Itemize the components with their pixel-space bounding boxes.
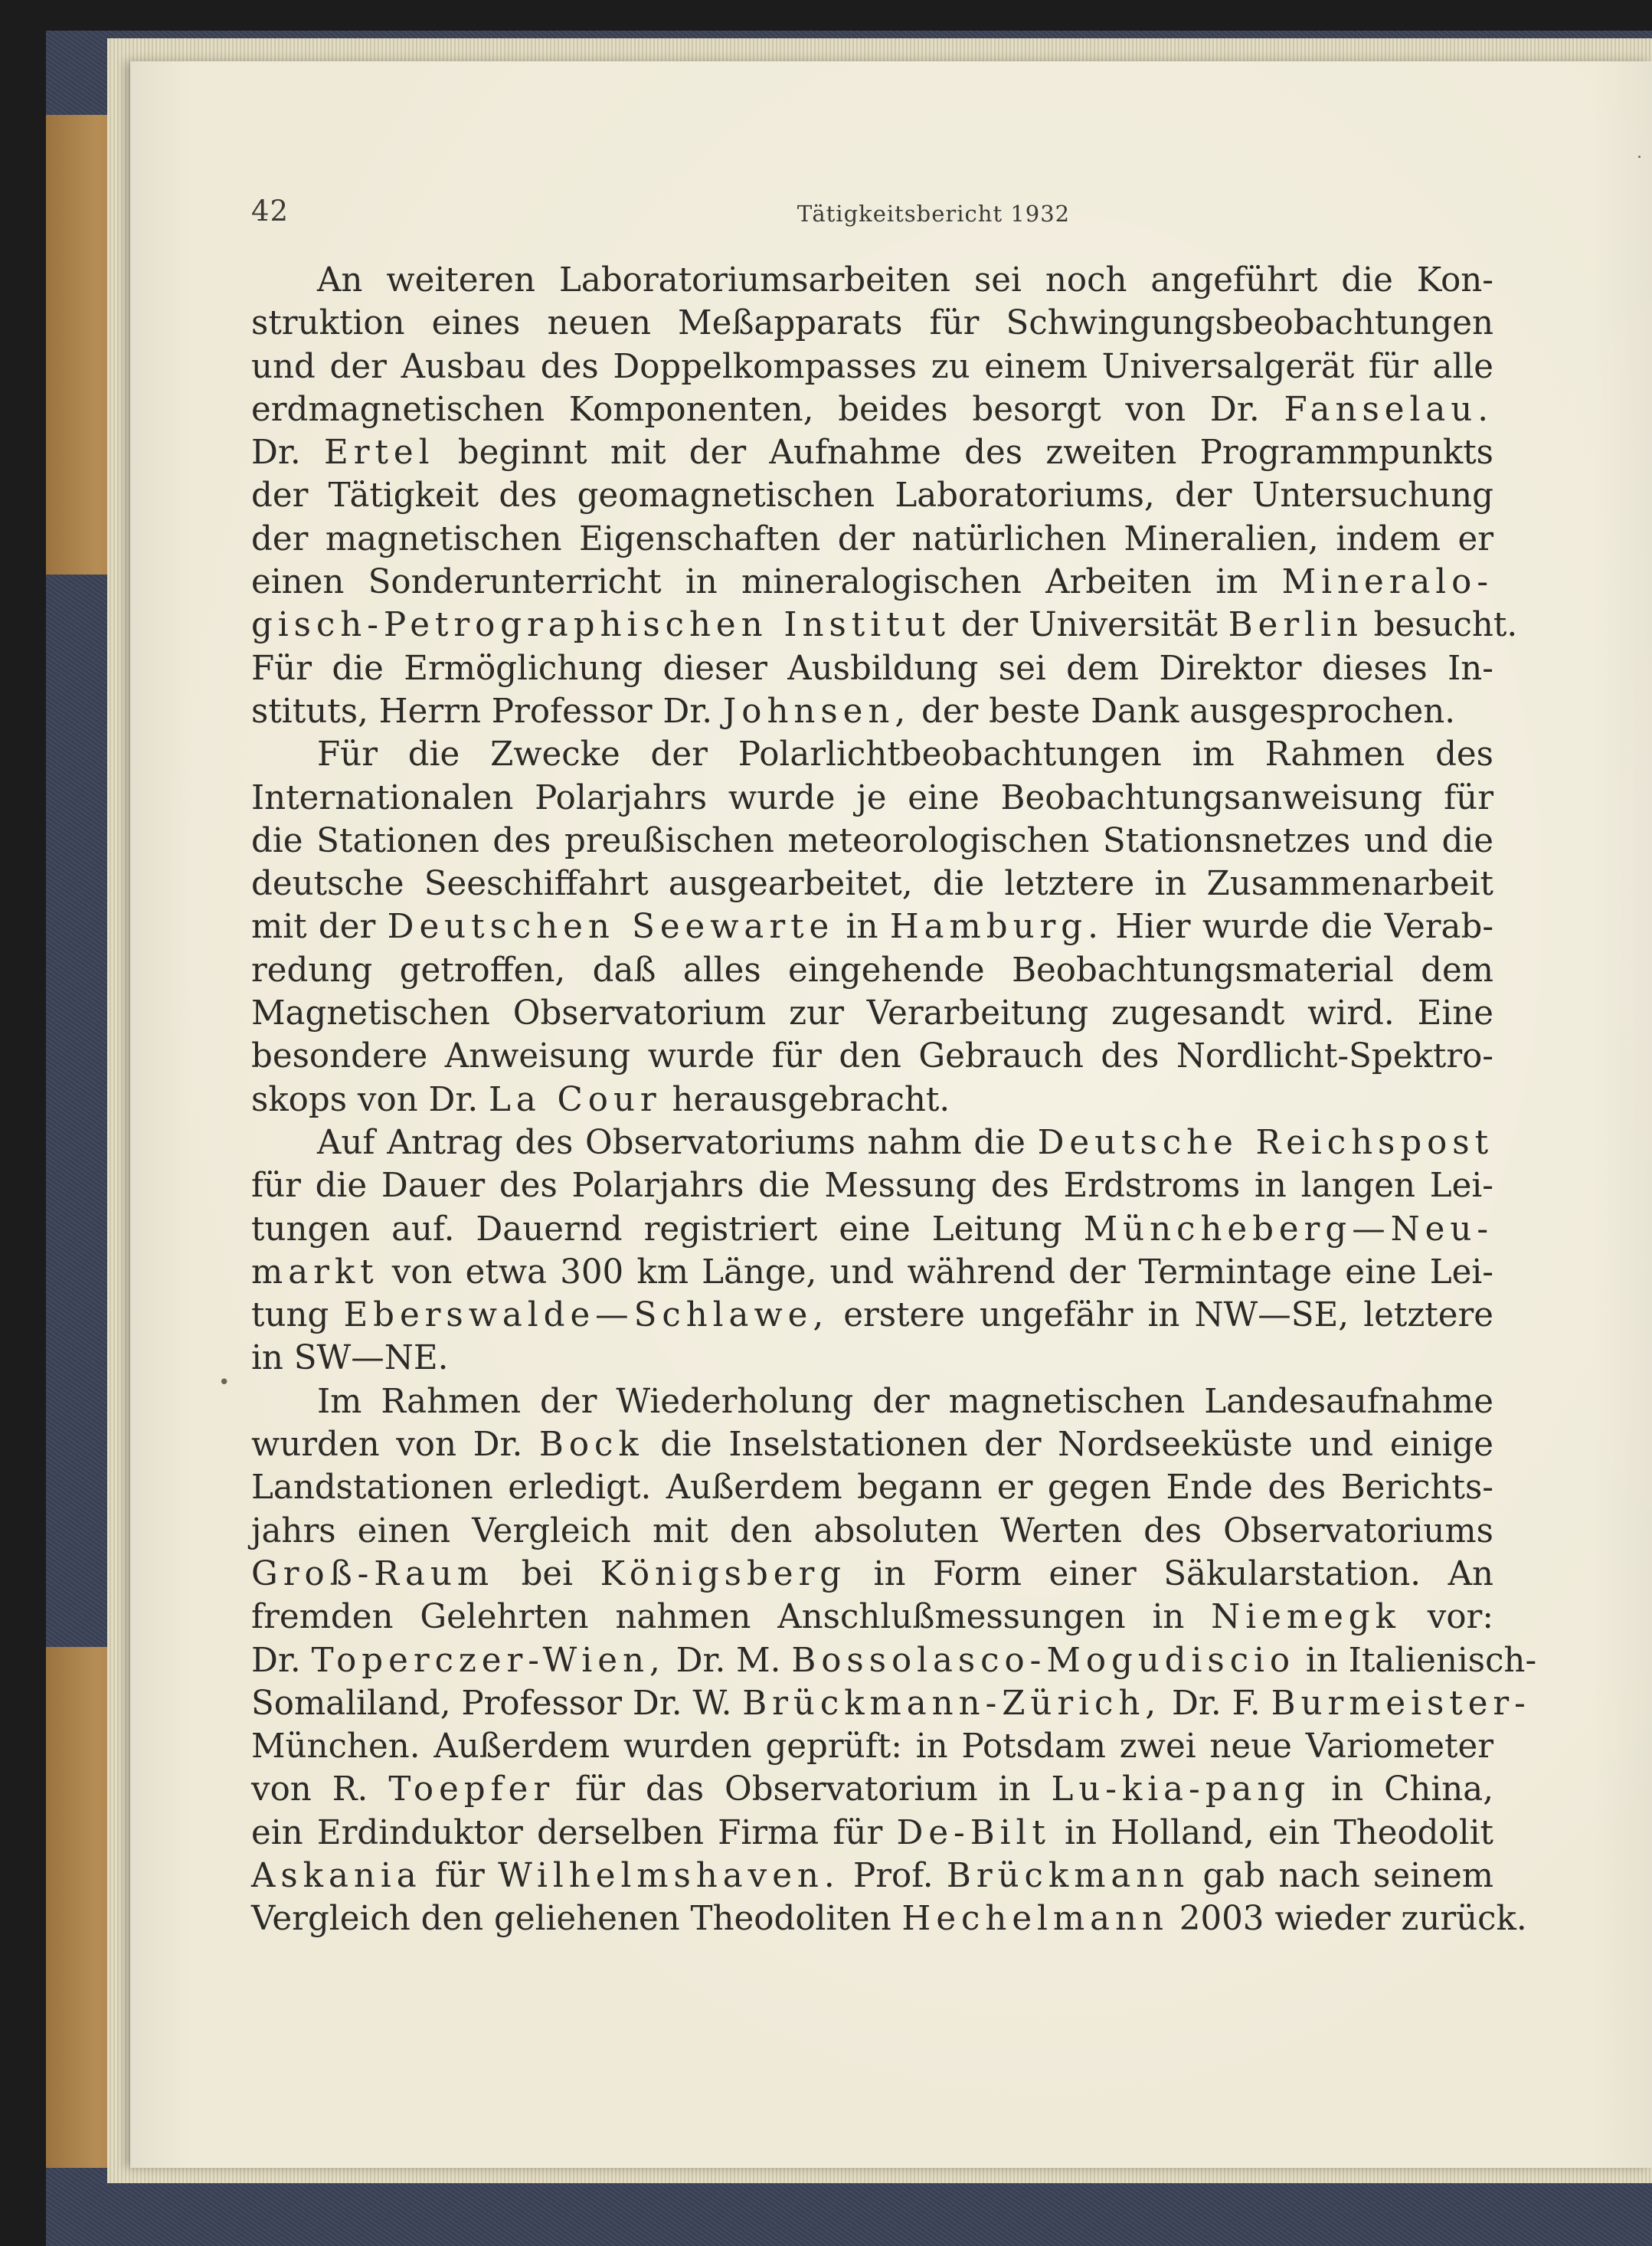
text-line: An weiteren Laboratoriumsarbeiten sei noch angeführt die Kon- [317,261,1493,300]
text-line: Magnetischen Observatorium zur Verarbeitung zugesandt wird. Eine [251,994,1493,1033]
text-line: markt von etwa 300 km Länge, und während der Termintage eine Lei- [251,1252,1493,1292]
text-line: erdmagnetischen Komponenten, beides besorgt von Dr. Fanselau. [251,390,1494,429]
text-line: jahrs einen Vergleich mit den absoluten Werten des Observatoriums [251,1511,1493,1550]
margin-mark: • [218,1371,231,1394]
text-line: für die Dauer des Polarjahrs die Messung des Erdstroms in langen Lei- [251,1167,1493,1206]
text-line: München. Außerdem wurden geprüft: in Potsdam zwei neue Variometer [251,1727,1493,1766]
text-line: Internationalen Polarjahrs wurde je eine Beobachtungsanweisung für [251,778,1493,817]
text-line: einen Sonderunterricht in mineralogischen Arbeiten im Mineralo- [251,563,1493,602]
text-line: ein Erdinduktor derselben Firma für De-Bilt in Holland, ein Theodolit [251,1813,1494,1852]
page-number: 42 [251,195,290,228]
text-line: von R. Toepfer für das Observatorium in Lu-kia-pang in China, [251,1770,1494,1809]
text-line: Für die Ermöglichung dieser Ausbildung sei dem Direktor dieses In- [251,649,1493,688]
text-line: struktion eines neuen Meßapparats für Schwingungsbeobachtungen [251,304,1493,343]
text-line: Groß-Raum bei Königsberg in Form einer Säkularstation. An [251,1554,1494,1593]
text-line: der Tätigkeit des geomagnetischen Laboratoriums, der Untersuchung [251,476,1493,516]
text-line: fremden Gelehrten nahmen Anschlußmessungen in Niemegk vor: [251,1598,1493,1637]
running-head [251,192,1493,237]
text-line: Somaliland, Professor Dr. W. Brückmann-Zürich, Dr. F. Burmeister- [251,1684,1531,1723]
text-line: besondere Anweisung wurde für den Gebrauch des Nordlicht-Spektro- [251,1037,1493,1076]
text-line: tungen auf. Dauernd registriert eine Leitung Müncheberg—Neu- [251,1210,1494,1249]
running-title: Tätigkeitsbericht 1932 [797,201,1071,227]
text-line: gisch-Petrographischen Institut der Universität Berlin besucht. [251,606,1518,645]
text-line: Für die Zwecke der Polarlichtbeobachtungen im Rahmen des [317,735,1493,774]
text-line: Im Rahmen der Wiederholung der magnetischen Landesaufnahme [317,1382,1493,1421]
text-line: die Stationen des preußischen meteorologischen Stationsnetzes und die [251,821,1493,860]
text-line: redung getroffen, daß alles eingehende Beobachtungsmaterial dem [251,951,1493,990]
text-line: Landstationen erledigt. Außerdem begann er gegen Ende des Berichts- [251,1468,1493,1508]
text-line: Askania für Wilhelmshaven. Prof. Brückmann gab nach seinem [251,1856,1494,1895]
text-line: Vergleich den geliehenen Theodoliten Hechelmann 2003 wieder zurück. [251,1900,1527,1939]
text-line: stituts, Herrn Professor Dr. Johnsen, der beste Dank ausgesprochen. [251,692,1456,731]
text-line: und der Ausbau des Doppelkompasses zu einem Universalgerät für alle [251,347,1493,386]
text-line: deutsche Seeschiffahrt ausgearbeitet, die letztere in Zusammenarbeit [251,865,1493,904]
text-line: der magnetischen Eigenschaften der natürlichen Mineralien, indem er [251,519,1493,558]
text-line: Dr. Ertel beginnt mit der Aufnahme des zweiten Programmpunkts [251,434,1494,473]
body-text [251,259,1537,1941]
margin-mark: ˙ [1634,153,1644,176]
text-line: skops von Dr. La Cour herausgebracht. [251,1080,950,1119]
text-line: mit der Deutschen Seewarte in Hamburg. Hier wurde die Verab- [251,908,1494,947]
text-line: Dr. Toperczer-Wien, Dr. M. Bossolasco-Mogudiscio in Italienisch- [251,1641,1537,1680]
text-line: wurden von Dr. Bock die Inselstationen der Nordseeküste und einige [251,1426,1493,1465]
text-line: tung Eberswalde—Schlawe, erstere ungefähr in NW—SE, letztere [251,1296,1494,1335]
text-line: in SW—NE. [251,1339,449,1378]
text-line: Auf Antrag des Observatoriums nahm die Deutsche Reichspost [317,1123,1494,1162]
